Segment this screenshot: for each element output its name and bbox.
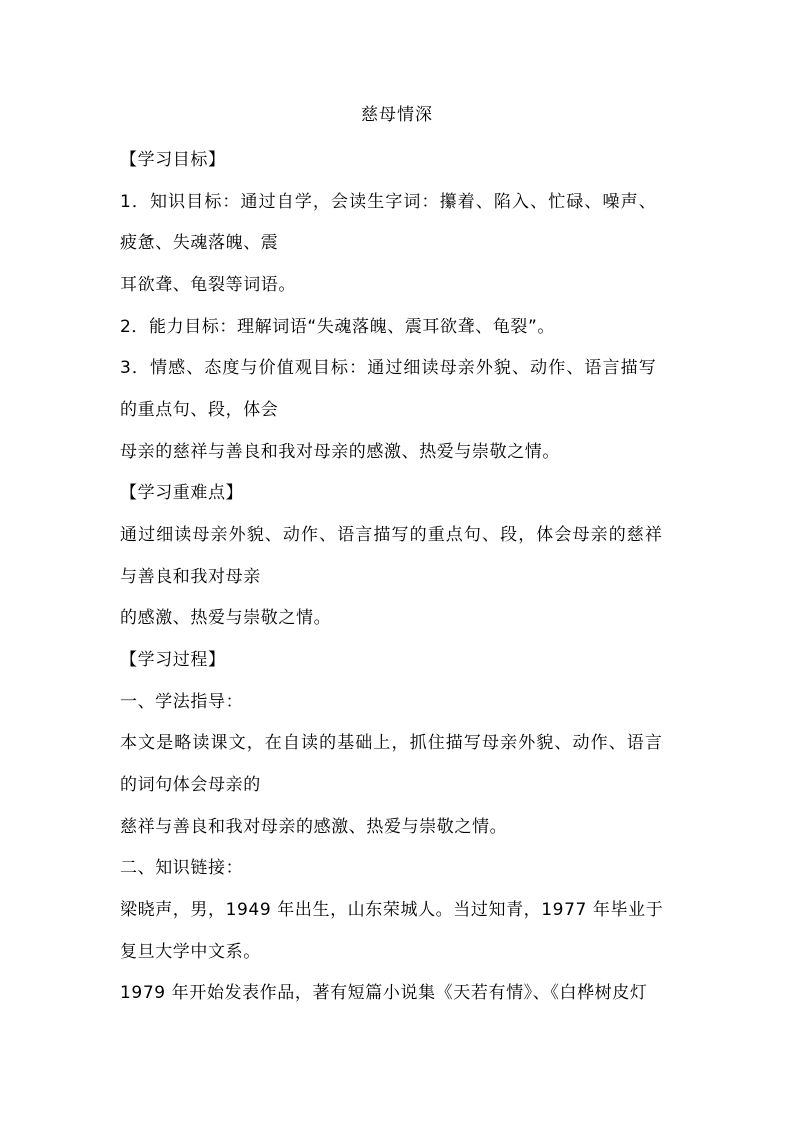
document-title: 慈母情深 [361,105,433,125]
subsection-heading-method: 一、学法指导： [120,692,244,712]
paragraph-line: 的感激、热爱与崇敬之情。 [120,608,332,628]
section-heading-learning-process: 【学习过程】 [120,650,226,670]
paragraph-line: 与善良和我对母亲 [120,567,261,587]
paragraph-line: 本文是略读课文，在自读的基础上，抓住描写母亲外貌、动作、语言 [120,733,663,753]
paragraph-line: 耳欲聋、龟裂等词语。 [120,275,296,295]
section-heading-key-points: 【学习重难点】 [120,483,244,503]
paragraph-line: 1979 年开始发表作品，著有短篇小说集《天若有情》、《白桦树皮灯 [120,983,648,1003]
paragraph-line: 的重点句、段，体会 [120,400,279,420]
paragraph-line: 1．知识目标：通过自学，会读生字词：攥着、陷入、忙碌、噪声、 [120,192,657,212]
subsection-heading-knowledge: 二、知识链接： [120,858,244,878]
paragraph-line: 母亲的慈祥与善良和我对母亲的感激、热爱与崇敬之情。 [120,442,560,462]
paragraph-line: 慈祥与善良和我对母亲的感激、热爱与崇敬之情。 [120,817,508,837]
paragraph-line: 3．情感、态度与价值观目标：通过细读母亲外貌、动作、语言描写 [120,358,657,378]
paragraph-line: 的词句体会母亲的 [120,775,261,795]
paragraph-line: 疲惫、失魂落魄、震 [120,233,279,253]
paragraph-line: 梁晓声，男，1949 年出生，山东荣城人。当过知青，1977 年毕业于 [120,900,664,920]
paragraph-line: 通过细读母亲外貌、动作、语言描写的重点句、段，体会母亲的慈祥 [120,525,663,545]
paragraph-line: 2．能力目标：理解词语“失魂落魄、震耳欲聋、龟裂”。 [120,317,556,337]
paragraph-line: 复旦大学中文系。 [120,942,261,962]
section-heading-learning-goals: 【学习目标】 [120,150,226,170]
